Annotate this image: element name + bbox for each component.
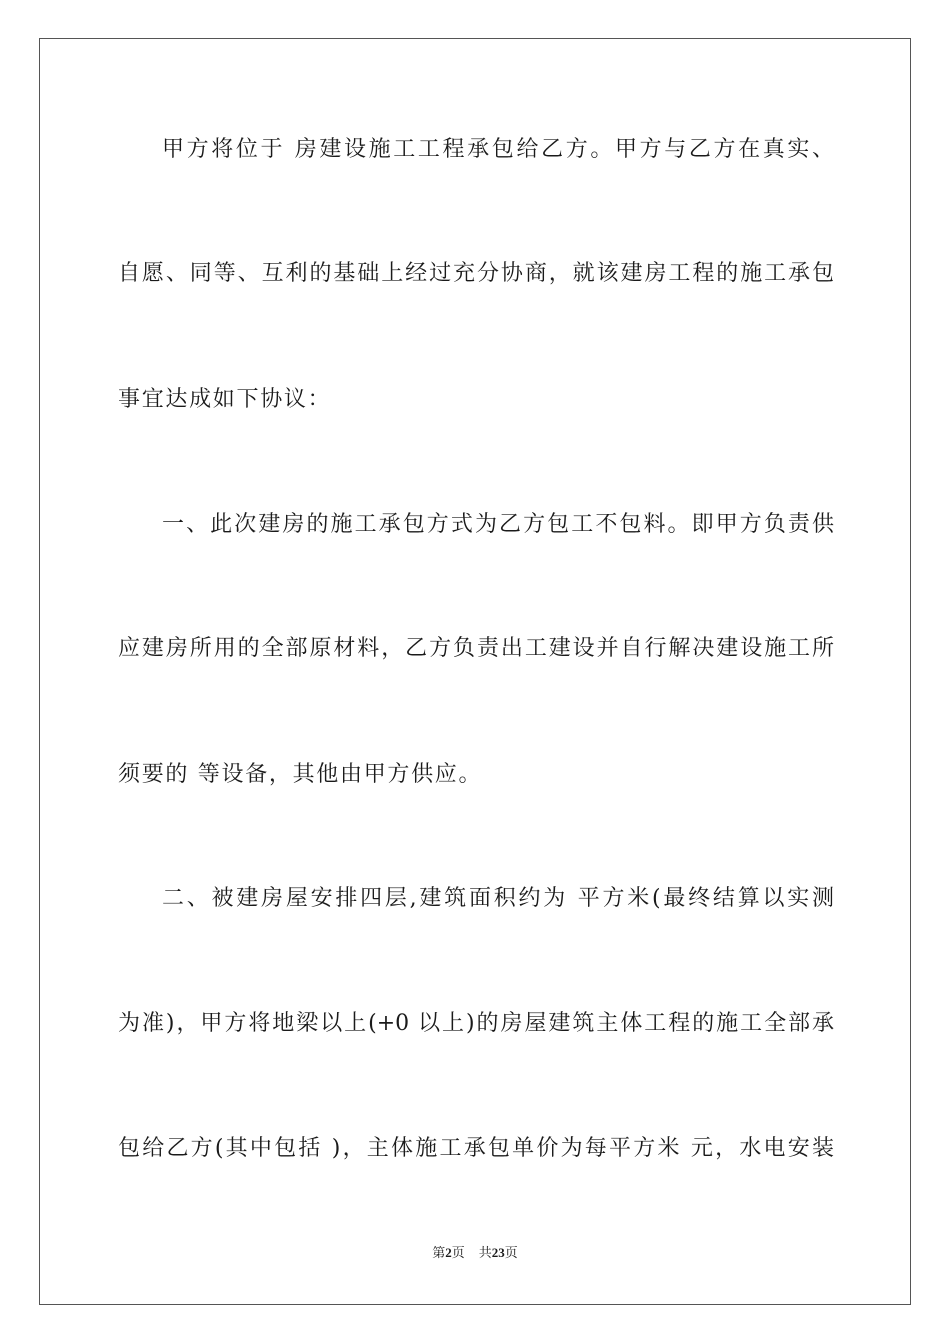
paragraph-line-3: 事宜达成如下协议： — [118, 387, 332, 412]
paragraph-line-6: 须要的 等设备，其他由甲方供应。 — [118, 762, 483, 787]
paragraph-line-7: 二、被建房屋安排四层,建筑面积约为 平方米(最终结算以实测 — [162, 886, 834, 911]
paragraph-line-2: 自愿、同等、互利的基础上经过充分协商，就该建房工程的施工承包 — [118, 261, 834, 286]
page-footer — [0, 1244, 950, 1263]
paragraph-line-1: 甲方将位于 房建设施工工程承包给乙方。甲方与乙方在真实、 — [162, 137, 834, 162]
page-number: 2 — [445, 1245, 452, 1260]
page-prefix: 第 — [432, 1246, 446, 1261]
total-suffix: 页 — [504, 1246, 518, 1261]
total-prefix: 共 — [478, 1246, 492, 1261]
paragraph-line-8: 为准)，甲方将地梁以上(+0 以上)的房屋建筑主体工程的施工全部承 — [118, 1011, 834, 1036]
page-suffix: 页 — [451, 1246, 465, 1261]
paragraph-line-4: 一、此次建房的施工承包方式为乙方包工不包料。即甲方负责供 — [162, 512, 834, 537]
paragraph-line-5: 应建房所用的全部原材料，乙方负责出工建设并自行解决建设施工所 — [118, 636, 834, 661]
total-pages: 23 — [491, 1245, 505, 1260]
page-frame — [39, 38, 911, 1305]
paragraph-line-9: 包给乙方(其中包括 )，主体施工承包单价为每平方米 元，水电安装 — [118, 1136, 834, 1161]
